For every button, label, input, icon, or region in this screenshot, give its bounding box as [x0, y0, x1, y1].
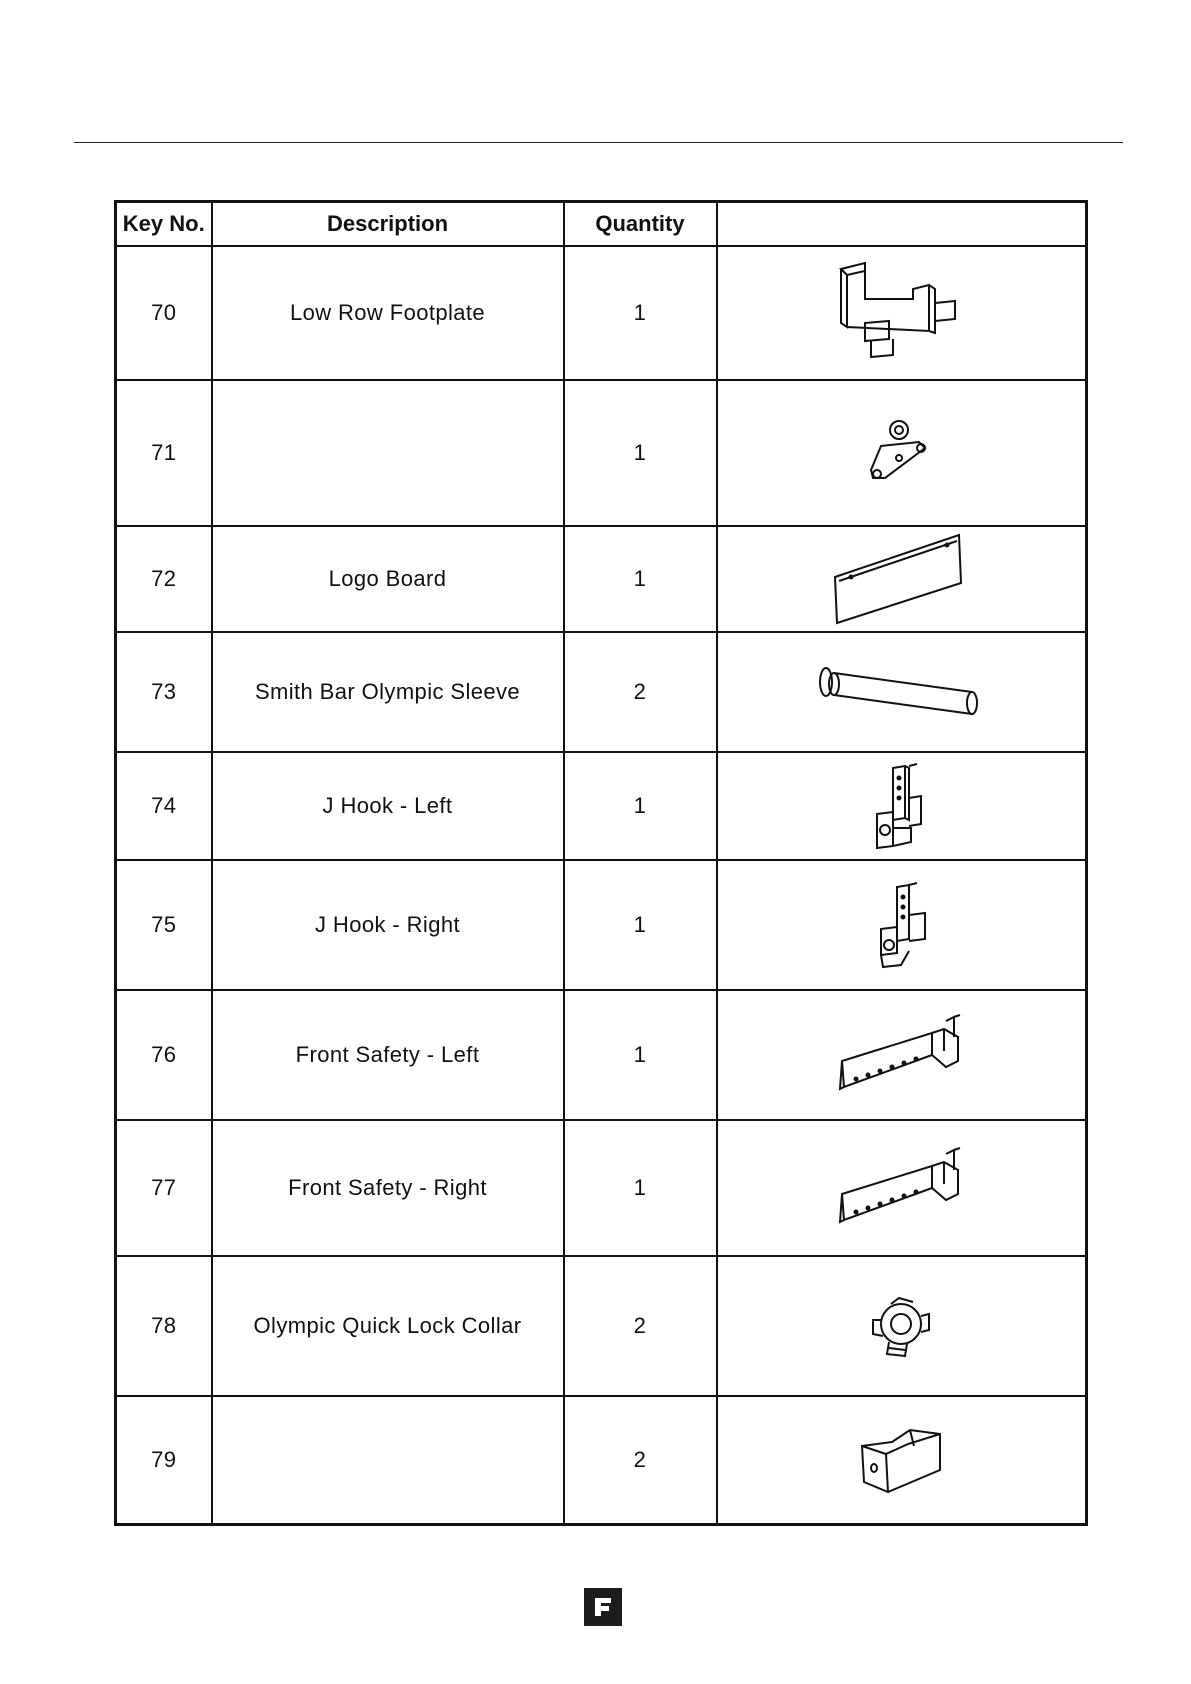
table-row: [116, 380, 1087, 526]
logo-board-icon: [831, 531, 971, 627]
table-row: [116, 1396, 1087, 1524]
key-cell: 70: [116, 246, 212, 380]
brand-f-logo-icon: [584, 1588, 622, 1626]
footplate-icon: [831, 261, 971, 365]
key-cell: 76: [116, 990, 212, 1120]
image-cell: [717, 526, 1087, 632]
description-cell: Logo Board: [212, 526, 564, 632]
quantity-cell: 2: [564, 632, 717, 752]
table-row: [116, 752, 1087, 860]
table-row: [116, 246, 1087, 380]
key-cell: 75: [116, 860, 212, 990]
key-cell: 74: [116, 752, 212, 860]
header-description: Description: [212, 202, 564, 247]
table-header-row: [116, 202, 1087, 247]
pulley-bracket-icon: [861, 418, 941, 488]
key-cell: 72: [116, 526, 212, 632]
parts-table: [114, 200, 1088, 1526]
quantity-cell: 2: [564, 1256, 717, 1396]
quantity-cell: 1: [564, 1120, 717, 1256]
key-cell: 79: [116, 1396, 212, 1524]
quick-lock-collar-icon: [869, 1290, 933, 1362]
quantity-cell: 1: [564, 990, 717, 1120]
image-cell: [717, 860, 1087, 990]
quantity-cell: 1: [564, 246, 717, 380]
image-cell: [717, 990, 1087, 1120]
description-cell: J Hook - Right: [212, 860, 564, 990]
header-rule: [74, 142, 1123, 143]
olympic-sleeve-icon: [816, 662, 986, 722]
description-cell: Front Safety - Right: [212, 1120, 564, 1256]
description-cell: [212, 380, 564, 526]
table-row: [116, 526, 1087, 632]
block-pad-icon: [856, 1420, 946, 1500]
front-safety-right-icon: [836, 1140, 966, 1236]
key-cell: 71: [116, 380, 212, 526]
quantity-cell: 1: [564, 380, 717, 526]
quantity-cell: 2: [564, 1396, 717, 1524]
image-cell: [717, 1256, 1087, 1396]
description-cell: J Hook - Left: [212, 752, 564, 860]
key-cell: 77: [116, 1120, 212, 1256]
quantity-cell: 1: [564, 526, 717, 632]
table-row: [116, 632, 1087, 752]
header-image: [717, 202, 1087, 247]
image-cell: [717, 752, 1087, 860]
image-cell: [717, 1396, 1087, 1524]
image-cell: [717, 380, 1087, 526]
description-cell: Smith Bar Olympic Sleeve: [212, 632, 564, 752]
table-row: [116, 1256, 1087, 1396]
table-row: [116, 1120, 1087, 1256]
image-cell: [717, 246, 1087, 380]
j-hook-right-icon: [871, 877, 931, 973]
front-safety-left-icon: [836, 1007, 966, 1103]
table-row: [116, 860, 1087, 990]
j-hook-left-icon: [871, 758, 931, 854]
description-cell: Olympic Quick Lock Collar: [212, 1256, 564, 1396]
table-row: [116, 990, 1087, 1120]
header-quantity: Quantity: [564, 202, 717, 247]
image-cell: [717, 632, 1087, 752]
key-cell: 78: [116, 1256, 212, 1396]
key-cell: 73: [116, 632, 212, 752]
quantity-cell: 1: [564, 752, 717, 860]
quantity-cell: 1: [564, 860, 717, 990]
description-cell: [212, 1396, 564, 1524]
description-cell: Front Safety - Left: [212, 990, 564, 1120]
header-key-no: Key No.: [116, 202, 212, 247]
image-cell: [717, 1120, 1087, 1256]
description-cell: Low Row Footplate: [212, 246, 564, 380]
